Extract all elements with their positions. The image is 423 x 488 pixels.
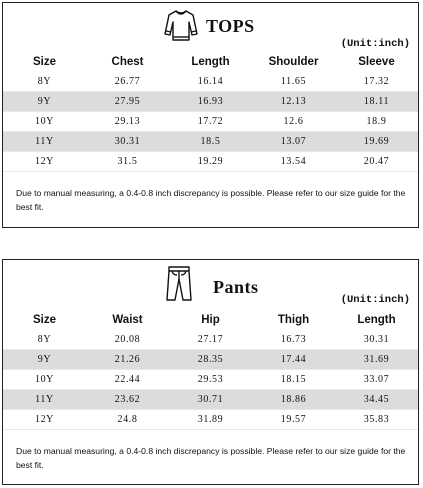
table-cell: 22.44 [86,370,169,390]
table-cell: 18.9 [335,112,418,132]
pants-header-thigh: Thigh [277,314,310,326]
pants-header-length: Length [357,314,396,326]
table-row [3,112,418,132]
table-row [3,92,418,112]
table-cell: 12Y [3,152,86,172]
tops-size-table [3,52,418,172]
table-cell: 35.83 [335,410,418,430]
tops-unit-label: (Unit:inch) [340,38,410,50]
table-cell: 18.11 [335,92,418,112]
table-cell: 11Y [3,390,86,410]
table-cell: 12Y [3,410,86,430]
table-cell: 30.31 [86,132,169,152]
table-cell: 19.69 [335,132,418,152]
pants-header-waist: Waist [112,314,143,326]
tops-title: TOPS [206,16,255,36]
pants-title: Pants [213,277,259,297]
tops-header-length: Length [191,56,230,68]
table-cell: 18.86 [252,390,335,410]
table-cell: 18.5 [169,132,252,152]
table-cell: 17.72 [169,112,252,132]
table-cell: 20.47 [335,152,418,172]
tops-header-shoulder: Shoulder [268,56,319,68]
table-cell: 27.95 [86,92,169,112]
table-cell: 8Y [3,72,86,92]
tops-header-chest: Chest [111,56,144,68]
sweater-icon [163,7,199,43]
table-cell: 17.44 [252,350,335,370]
tops-measuring-note: Due to manual measuring, a 0.4-0.8 inch discrepancy is possible. Please refer to our size guide for the best fit. [16,188,406,212]
table-cell: 20.08 [86,330,169,350]
tops-header-row [3,52,418,72]
table-row [3,152,418,172]
table-cell: 21.26 [86,350,169,370]
pants-header-row [3,310,418,330]
table-cell: 16.93 [169,92,252,112]
table-cell: 18.15 [252,370,335,390]
table-cell: 16.14 [169,72,252,92]
table-cell: 28.35 [169,350,252,370]
pants-icon [163,264,195,304]
table-cell: 30.31 [335,330,418,350]
table-cell: 24.8 [86,410,169,430]
table-row [3,330,418,350]
table-cell: 26.77 [86,72,169,92]
table-cell: 16.73 [252,330,335,350]
table-cell: 19.57 [252,410,335,430]
table-cell: 11Y [3,132,86,152]
table-cell: 9Y [3,350,86,370]
table-cell: 13.54 [252,152,335,172]
table-row [3,390,418,410]
table-cell: 30.71 [169,390,252,410]
table-cell: 33.07 [335,370,418,390]
tops-header-size: Size [32,56,56,68]
tops-header-sleeve: Sleeve [358,56,395,68]
pants-measuring-note: Due to manual measuring, a 0.4-0.8 inch discrepancy is possible. Please refer to our size guide for the best fit. [16,446,406,470]
table-cell: 31.5 [86,152,169,172]
table-cell: 34.45 [335,390,418,410]
table-cell: 12.13 [252,92,335,112]
table-cell: 9Y [3,92,86,112]
pants-header-size: Size [32,314,56,326]
table-cell: 29.13 [86,112,169,132]
table-cell: 19.29 [169,152,252,172]
table-row [3,72,418,92]
table-row [3,132,418,152]
table-cell: 29.53 [169,370,252,390]
pants-unit-label: (Unit:inch) [340,294,410,306]
table-cell: 31.69 [335,350,418,370]
pants-size-chart [2,259,419,485]
table-cell: 13.07 [252,132,335,152]
table-cell: 8Y [3,330,86,350]
table-cell: 10Y [3,370,86,390]
tops-size-chart [2,2,419,228]
pants-size-table [3,310,418,430]
pants-header-hip: Hip [201,314,220,326]
table-cell: 31.89 [169,410,252,430]
table-row [3,370,418,390]
table-cell: 17.32 [335,72,418,92]
table-cell: 11.65 [252,72,335,92]
table-row [3,410,418,430]
table-cell: 23.62 [86,390,169,410]
table-cell: 10Y [3,112,86,132]
table-cell: 12.6 [252,112,335,132]
table-row [3,350,418,370]
table-cell: 27.17 [169,330,252,350]
